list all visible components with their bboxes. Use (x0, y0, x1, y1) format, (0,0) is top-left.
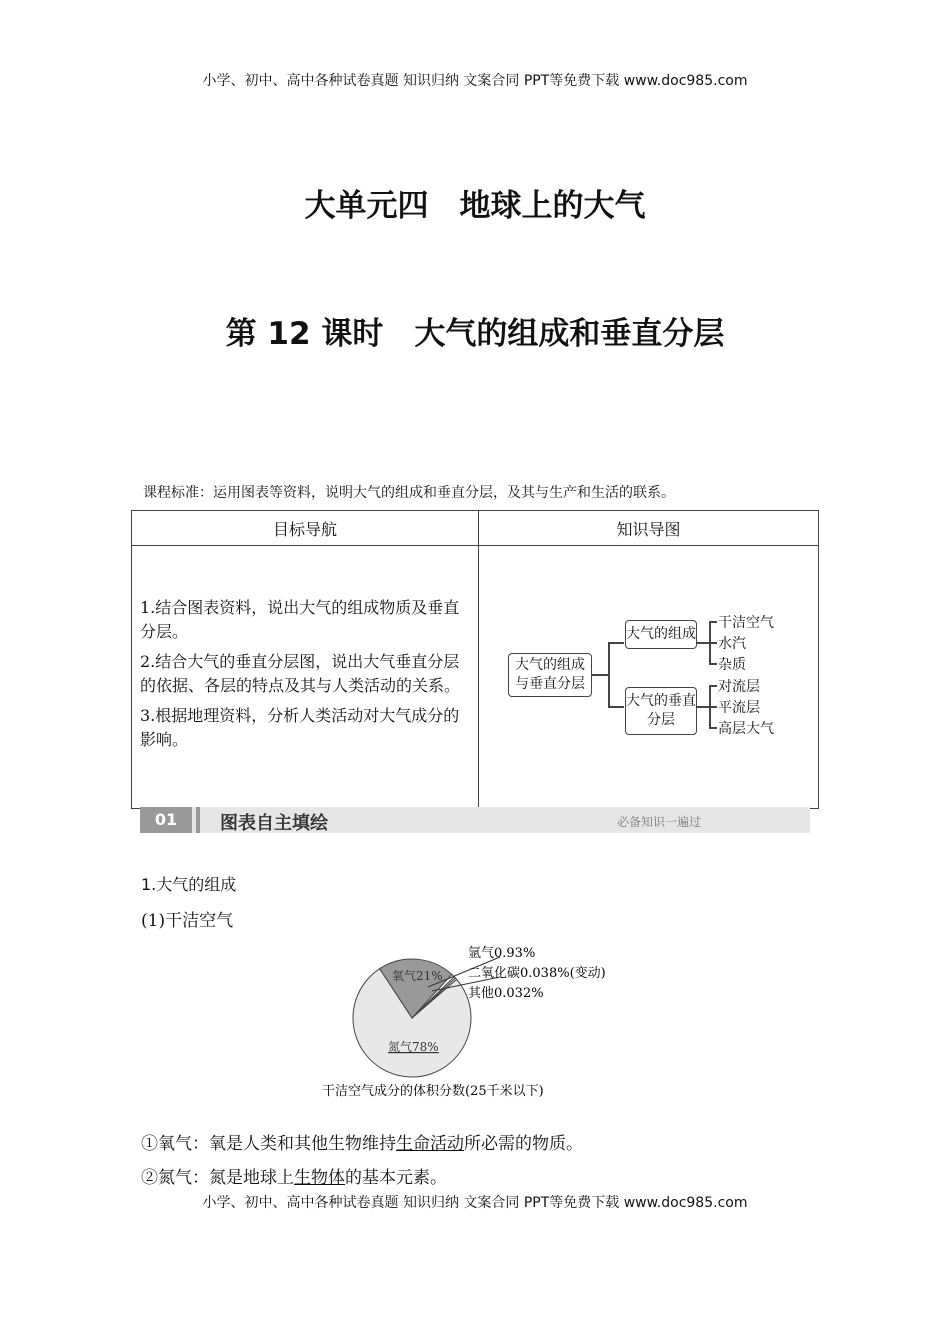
page-header: 小学、初中、高中各种试卷真题 知识归纳 文案合同 PPT等免费下载 www.doc985.com (202, 73, 748, 89)
map-leaf: 杂质 (718, 657, 746, 673)
goals-cell (132, 546, 479, 809)
unit-title: 大单元四 地球上的大气 (304, 188, 646, 224)
label-argon: 氩气0.93% (468, 946, 536, 961)
chart-title: 干洁空气成分的体积分数(25千米以下) (322, 1084, 544, 1099)
map-leaf: 对流层 (718, 679, 760, 695)
page-footer: 小学、初中、高中各种试卷真题 知识归纳 文案合同 PPT等免费下载 www.doc985.com (202, 1195, 748, 1211)
knowledge-map (480, 547, 817, 807)
section-label: 图表自主填绘 (220, 813, 328, 834)
label-other: 其他0.032% (468, 986, 544, 1001)
goals-table (131, 510, 819, 809)
underlined-term: 生命活动 (396, 1134, 464, 1154)
map-leaf: 水汽 (718, 636, 746, 652)
goal-item: 3.根据地理资料，分析人类活动对大气成分的影响。 (140, 706, 460, 749)
heading-dry-air: (1)干洁空气 (141, 911, 234, 931)
map-branch-layers: 大气的垂直分层 (625, 687, 697, 735)
map-branch-composition: 大气的组成 (625, 620, 697, 649)
col-header-goals: 目标导航 (132, 511, 479, 546)
label-nitrogen: 氮气78% (388, 1040, 439, 1054)
underlined-term: 生物体 (294, 1168, 345, 1188)
map-leaf: 高层大气 (718, 721, 774, 737)
col-header-map: 知识导图 (479, 511, 819, 546)
section-banner (140, 807, 810, 833)
map-leaf: 平流层 (718, 700, 760, 716)
text-line: ①氧气：氧是人类和其他生物维持生命活动所必需的物质。 (141, 1134, 583, 1154)
map-root: 大气的组成与垂直分层 (508, 653, 592, 697)
course-standard: 课程标准：运用图表等资料，说明大气的组成和垂直分层，及其与生产和生活的联系。 (143, 485, 675, 501)
pie-chart (300, 935, 640, 1105)
section-subtitle: 必备知识一遍过 (617, 815, 702, 829)
heading-composition: 1.大气的组成 (141, 875, 237, 894)
goal-item: 1.结合图表资料，说出大气的组成物质及垂直分层。 (140, 598, 460, 641)
knowledge-map-cell (479, 546, 819, 809)
goal-item: 2.结合大气的垂直分层图，说出大气垂直分层的依据、各层的特点及其与人类活动的关系。 (140, 652, 461, 695)
label-co2: 二氧化碳0.038%(变动) (468, 966, 606, 981)
map-leaf: 干洁空气 (718, 615, 774, 631)
section-number: 01 (140, 807, 192, 833)
label-oxygen: 氧气21% (392, 969, 443, 983)
lesson-title: 第 12 课时 大气的组成和垂直分层 (225, 316, 725, 352)
text-line: ②氮气：氮是地球上生物体的基本元素。 (141, 1168, 447, 1188)
